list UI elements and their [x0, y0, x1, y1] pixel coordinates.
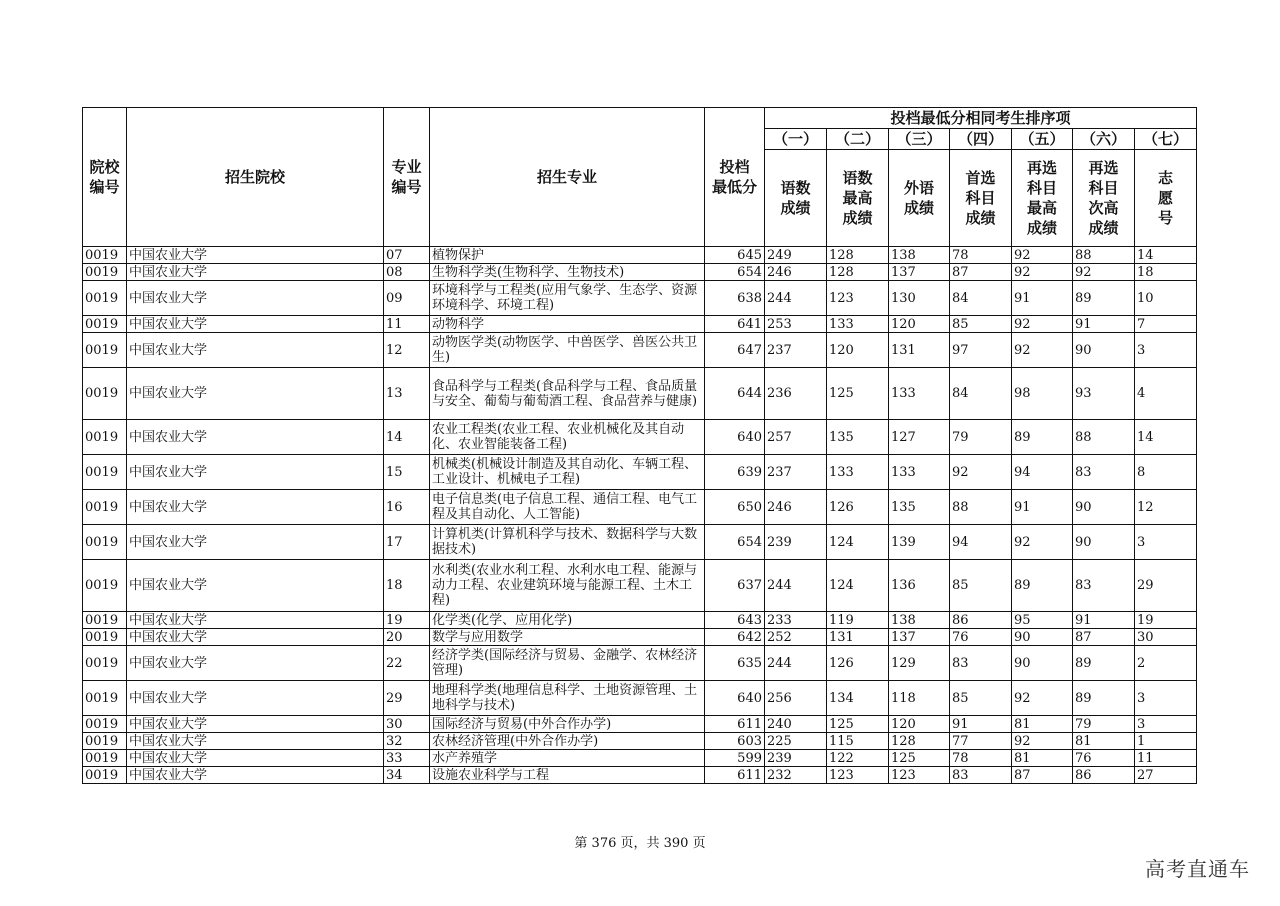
tiebreak-cell-7: 18 [1135, 264, 1197, 281]
tiebreak-cell-6: 83 [1073, 455, 1135, 490]
major-name-cell: 水利类(农业水利工程、水利水电工程、能源与动力工程、农业建筑环境与能源工程、土木工程) [430, 560, 705, 612]
tiebreak-cell-3: 138 [889, 612, 950, 629]
college-name-cell: 中国农业大学 [127, 490, 384, 525]
tiebreak-cell-1: 244 [765, 560, 827, 612]
tiebreak-item-2: 语数 最高 成绩 [827, 150, 889, 247]
tiebreak-cell-2: 115 [827, 733, 889, 750]
page-footer: 第 376 页，共 390 页 [574, 836, 706, 851]
tiebreak-cell-2: 126 [827, 646, 889, 681]
major-name-cell: 农业工程类(农业工程、农业机械化及其自动化、农业智能装备工程) [430, 420, 705, 455]
major-code-cell: 19 [384, 612, 430, 629]
tiebreak-cell-5: 92 [1012, 333, 1073, 368]
tiebreak-cell-2: 133 [827, 316, 889, 333]
tiebreak-cell-2: 122 [827, 750, 889, 767]
table-row [83, 368, 1197, 420]
tiebreak-cell-1: 249 [765, 247, 827, 264]
tiebreak-cell-5: 90 [1012, 646, 1073, 681]
tiebreak-cell-3: 135 [889, 490, 950, 525]
tiebreak-item-3: 外语 成绩 [889, 150, 950, 247]
college-code-cell: 0019 [83, 750, 127, 767]
tiebreak-cell-7: 7 [1135, 316, 1197, 333]
tiebreak-cell-4: 85 [950, 316, 1012, 333]
table-row [83, 716, 1197, 733]
min-score-cell: 650 [705, 490, 765, 525]
tiebreak-cell-3: 133 [889, 368, 950, 420]
tiebreak-cell-5: 92 [1012, 316, 1073, 333]
tiebreak-cell-2: 120 [827, 333, 889, 368]
watermark-text: 高考直通车 [1145, 857, 1250, 881]
major-name-cell: 水产养殖学 [430, 750, 705, 767]
college-name-cell: 中国农业大学 [127, 333, 384, 368]
tiebreak-group-header: 投档最低分相同考生排序项 [765, 108, 1197, 129]
tiebreak-number-2: （二） [827, 129, 889, 150]
tiebreak-cell-6: 90 [1073, 333, 1135, 368]
tiebreak-number-3: （三） [889, 129, 950, 150]
major-code-cell: 13 [384, 368, 430, 420]
tiebreak-cell-6: 83 [1073, 560, 1135, 612]
tiebreak-cell-2: 124 [827, 560, 889, 612]
table-row [83, 612, 1197, 629]
tiebreak-cell-7: 27 [1135, 767, 1197, 784]
tiebreak-cell-6: 90 [1073, 525, 1135, 560]
tiebreak-cell-2: 119 [827, 612, 889, 629]
tiebreak-cell-7: 1 [1135, 733, 1197, 750]
tiebreak-cell-3: 127 [889, 420, 950, 455]
tiebreak-cell-2: 124 [827, 525, 889, 560]
college-name-cell: 中国农业大学 [127, 681, 384, 716]
table-row [83, 420, 1197, 455]
tiebreak-cell-6: 86 [1073, 767, 1135, 784]
tiebreak-cell-5: 91 [1012, 281, 1073, 316]
major-name-cell: 农林经济管理(中外合作办学) [430, 733, 705, 750]
tiebreak-cell-1: 257 [765, 420, 827, 455]
tiebreak-cell-3: 125 [889, 750, 950, 767]
tiebreak-cell-6: 81 [1073, 733, 1135, 750]
tiebreak-cell-4: 97 [950, 333, 1012, 368]
college-name-cell: 中国农业大学 [127, 750, 384, 767]
tiebreak-cell-4: 88 [950, 490, 1012, 525]
major-name-cell: 环境科学与工程类(应用气象学、生态学、资源环境科学、环境工程) [430, 281, 705, 316]
tiebreak-cell-5: 92 [1012, 681, 1073, 716]
tiebreak-cell-3: 131 [889, 333, 950, 368]
tiebreak-item-6: 再选 科目 次高 成绩 [1073, 150, 1135, 247]
major-name-cell: 动物科学 [430, 316, 705, 333]
tiebreak-cell-1: 244 [765, 646, 827, 681]
major-name-cell: 动物医学类(动物医学、中兽医学、兽医公共卫生) [430, 333, 705, 368]
tiebreak-cell-1: 233 [765, 612, 827, 629]
tiebreak-cell-7: 4 [1135, 368, 1197, 420]
tiebreak-cell-3: 133 [889, 455, 950, 490]
tiebreak-cell-5: 95 [1012, 612, 1073, 629]
tiebreak-cell-1: 244 [765, 281, 827, 316]
major-name-cell: 国际经济与贸易(中外合作办学) [430, 716, 705, 733]
min-score-cell: 611 [705, 716, 765, 733]
min-score-cell: 647 [705, 333, 765, 368]
tiebreak-cell-7: 29 [1135, 560, 1197, 612]
tiebreak-cell-5: 91 [1012, 490, 1073, 525]
major-code-cell: 16 [384, 490, 430, 525]
tiebreak-cell-1: 256 [765, 681, 827, 716]
tiebreak-cell-5: 92 [1012, 733, 1073, 750]
major-name-cell: 电子信息类(电子信息工程、通信工程、电气工程及其自动化、人工智能) [430, 490, 705, 525]
table-row [83, 281, 1197, 316]
college-code-header: 院校 编号 [83, 108, 127, 247]
college-name-cell: 中国农业大学 [127, 646, 384, 681]
major-code-cell: 07 [384, 247, 430, 264]
tiebreak-cell-6: 89 [1073, 281, 1135, 316]
tiebreak-cell-2: 133 [827, 455, 889, 490]
table-row [83, 629, 1197, 646]
admission-table [82, 107, 1197, 784]
tiebreak-cell-7: 3 [1135, 681, 1197, 716]
tiebreak-cell-1: 232 [765, 767, 827, 784]
tiebreak-cell-3: 137 [889, 264, 950, 281]
tiebreak-cell-7: 2 [1135, 646, 1197, 681]
tiebreak-cell-3: 123 [889, 767, 950, 784]
college-code-cell: 0019 [83, 629, 127, 646]
tiebreak-cell-1: 236 [765, 368, 827, 420]
table-row [83, 767, 1197, 784]
tiebreak-cell-1: 225 [765, 733, 827, 750]
college-code-cell: 0019 [83, 646, 127, 681]
tiebreak-cell-5: 98 [1012, 368, 1073, 420]
major-name-cell: 经济学类(国际经济与贸易、金融学、农林经济管理) [430, 646, 705, 681]
major-name-cell: 植物保护 [430, 247, 705, 264]
tiebreak-cell-2: 128 [827, 247, 889, 264]
tiebreak-cell-4: 86 [950, 612, 1012, 629]
tiebreak-cell-3: 120 [889, 716, 950, 733]
tiebreak-cell-3: 128 [889, 733, 950, 750]
college-name-header: 招生院校 [127, 108, 384, 247]
min-score-cell: 645 [705, 247, 765, 264]
college-name-cell: 中国农业大学 [127, 716, 384, 733]
college-name-cell: 中国农业大学 [127, 368, 384, 420]
tiebreak-cell-5: 94 [1012, 455, 1073, 490]
tiebreak-cell-6: 93 [1073, 368, 1135, 420]
college-code-cell: 0019 [83, 767, 127, 784]
tiebreak-cell-4: 87 [950, 264, 1012, 281]
major-code-cell: 18 [384, 560, 430, 612]
tiebreak-cell-5: 87 [1012, 767, 1073, 784]
min-score-cell: 611 [705, 767, 765, 784]
tiebreak-cell-6: 88 [1073, 247, 1135, 264]
tiebreak-cell-2: 123 [827, 767, 889, 784]
min-score-cell: 642 [705, 629, 765, 646]
tiebreak-cell-1: 246 [765, 264, 827, 281]
tiebreak-cell-1: 246 [765, 490, 827, 525]
college-name-cell: 中国农业大学 [127, 733, 384, 750]
major-code-cell: 09 [384, 281, 430, 316]
min-score-cell: 644 [705, 368, 765, 420]
tiebreak-cell-4: 84 [950, 281, 1012, 316]
tiebreak-cell-2: 131 [827, 629, 889, 646]
tiebreak-cell-3: 120 [889, 316, 950, 333]
tiebreak-cell-4: 94 [950, 525, 1012, 560]
table-row [83, 681, 1197, 716]
tiebreak-cell-1: 237 [765, 333, 827, 368]
college-name-cell: 中国农业大学 [127, 560, 384, 612]
tiebreak-cell-6: 79 [1073, 716, 1135, 733]
major-code-cell: 14 [384, 420, 430, 455]
table-row [83, 560, 1197, 612]
tiebreak-cell-6: 87 [1073, 629, 1135, 646]
college-code-cell: 0019 [83, 264, 127, 281]
tiebreak-cell-6: 91 [1073, 316, 1135, 333]
tiebreak-number-1: （一） [765, 129, 827, 150]
major-code-cell: 08 [384, 264, 430, 281]
college-name-cell: 中国农业大学 [127, 767, 384, 784]
tiebreak-cell-7: 12 [1135, 490, 1197, 525]
major-name-cell: 生物科学类(生物科学、生物技术) [430, 264, 705, 281]
college-code-cell: 0019 [83, 420, 127, 455]
tiebreak-cell-2: 134 [827, 681, 889, 716]
tiebreak-cell-3: 118 [889, 681, 950, 716]
major-code-cell: 30 [384, 716, 430, 733]
tiebreak-cell-6: 91 [1073, 612, 1135, 629]
tiebreak-cell-2: 126 [827, 490, 889, 525]
college-code-cell: 0019 [83, 490, 127, 525]
tiebreak-number-6: （六） [1073, 129, 1135, 150]
table-row [83, 264, 1197, 281]
min-score-cell: 640 [705, 681, 765, 716]
tiebreak-cell-2: 125 [827, 716, 889, 733]
college-name-cell: 中国农业大学 [127, 420, 384, 455]
major-code-header: 专业 编号 [384, 108, 430, 247]
tiebreak-cell-3: 139 [889, 525, 950, 560]
college-code-cell: 0019 [83, 333, 127, 368]
college-code-cell: 0019 [83, 525, 127, 560]
tiebreak-cell-4: 92 [950, 455, 1012, 490]
tiebreak-number-5: （五） [1012, 129, 1073, 150]
tiebreak-cell-1: 239 [765, 750, 827, 767]
tiebreak-cell-4: 83 [950, 646, 1012, 681]
table-row [83, 525, 1197, 560]
tiebreak-cell-4: 78 [950, 750, 1012, 767]
college-name-cell: 中国农业大学 [127, 281, 384, 316]
tiebreak-cell-2: 128 [827, 264, 889, 281]
tiebreak-cell-1: 253 [765, 316, 827, 333]
college-code-cell: 0019 [83, 612, 127, 629]
min-score-cell: 654 [705, 264, 765, 281]
college-code-cell: 0019 [83, 281, 127, 316]
college-code-cell: 0019 [83, 681, 127, 716]
min-score-cell: 637 [705, 560, 765, 612]
major-name-cell: 设施农业科学与工程 [430, 767, 705, 784]
tiebreak-cell-2: 125 [827, 368, 889, 420]
min-score-cell: 654 [705, 525, 765, 560]
major-code-cell: 20 [384, 629, 430, 646]
major-name-cell: 计算机类(计算机科学与技术、数据科学与大数据技术) [430, 525, 705, 560]
tiebreak-cell-4: 77 [950, 733, 1012, 750]
college-code-cell: 0019 [83, 247, 127, 264]
tiebreak-cell-7: 14 [1135, 247, 1197, 264]
tiebreak-cell-7: 14 [1135, 420, 1197, 455]
tiebreak-cell-1: 240 [765, 716, 827, 733]
tiebreak-item-5: 再选 科目 最高 成绩 [1012, 150, 1073, 247]
college-code-cell: 0019 [83, 733, 127, 750]
tiebreak-cell-5: 92 [1012, 264, 1073, 281]
major-name-cell: 食品科学与工程类(食品科学与工程、食品质量与安全、葡萄与葡萄酒工程、食品营养与健康) [430, 368, 705, 420]
tiebreak-cell-5: 89 [1012, 560, 1073, 612]
tiebreak-cell-3: 129 [889, 646, 950, 681]
college-name-cell: 中国农业大学 [127, 612, 384, 629]
tiebreak-cell-5: 81 [1012, 716, 1073, 733]
min-score-cell: 603 [705, 733, 765, 750]
major-name-header: 招生专业 [430, 108, 705, 247]
major-code-cell: 29 [384, 681, 430, 716]
major-name-cell: 数学与应用数学 [430, 629, 705, 646]
college-code-cell: 0019 [83, 368, 127, 420]
tiebreak-cell-3: 138 [889, 247, 950, 264]
table-row [83, 733, 1197, 750]
table-row [83, 455, 1197, 490]
table-row [83, 750, 1197, 767]
tiebreak-cell-6: 89 [1073, 646, 1135, 681]
table-row [83, 490, 1197, 525]
college-code-cell: 0019 [83, 316, 127, 333]
tiebreak-cell-6: 90 [1073, 490, 1135, 525]
major-code-cell: 32 [384, 733, 430, 750]
table-row [83, 316, 1197, 333]
tiebreak-number-4: （四） [950, 129, 1012, 150]
college-name-cell: 中国农业大学 [127, 316, 384, 333]
min-score-cell: 641 [705, 316, 765, 333]
major-code-cell: 17 [384, 525, 430, 560]
tiebreak-cell-4: 76 [950, 629, 1012, 646]
college-name-cell: 中国农业大学 [127, 264, 384, 281]
tiebreak-cell-4: 78 [950, 247, 1012, 264]
tiebreak-cell-7: 10 [1135, 281, 1197, 316]
tiebreak-cell-5: 92 [1012, 525, 1073, 560]
college-name-cell: 中国农业大学 [127, 455, 384, 490]
tiebreak-cell-2: 135 [827, 420, 889, 455]
tiebreak-cell-7: 11 [1135, 750, 1197, 767]
tiebreak-cell-5: 92 [1012, 247, 1073, 264]
table-body [83, 247, 1197, 784]
tiebreak-item-4: 首选 科目 成绩 [950, 150, 1012, 247]
min-score-cell: 638 [705, 281, 765, 316]
tiebreak-cell-1: 237 [765, 455, 827, 490]
tiebreak-cell-4: 79 [950, 420, 1012, 455]
major-code-cell: 15 [384, 455, 430, 490]
tiebreak-item-1: 语数 成绩 [765, 150, 827, 247]
tiebreak-cell-4: 85 [950, 560, 1012, 612]
major-name-cell: 机械类(机械设计制造及其自动化、车辆工程、工业设计、机械电子工程) [430, 455, 705, 490]
tiebreak-cell-7: 30 [1135, 629, 1197, 646]
major-name-cell: 地理科学类(地理信息科学、土地资源管理、土地科学与技术) [430, 681, 705, 716]
tiebreak-number-7: （七） [1135, 129, 1197, 150]
tiebreak-cell-6: 89 [1073, 681, 1135, 716]
tiebreak-cell-3: 130 [889, 281, 950, 316]
tiebreak-cell-5: 89 [1012, 420, 1073, 455]
major-code-cell: 11 [384, 316, 430, 333]
college-name-cell: 中国农业大学 [127, 629, 384, 646]
tiebreak-item-7: 志 愿 号 [1135, 150, 1197, 247]
college-name-cell: 中国农业大学 [127, 247, 384, 264]
college-code-cell: 0019 [83, 716, 127, 733]
tiebreak-cell-4: 83 [950, 767, 1012, 784]
tiebreak-cell-4: 85 [950, 681, 1012, 716]
tiebreak-cell-6: 92 [1073, 264, 1135, 281]
tiebreak-cell-6: 88 [1073, 420, 1135, 455]
major-code-cell: 33 [384, 750, 430, 767]
tiebreak-cell-5: 81 [1012, 750, 1073, 767]
major-code-cell: 12 [384, 333, 430, 368]
tiebreak-cell-4: 84 [950, 368, 1012, 420]
tiebreak-cell-4: 91 [950, 716, 1012, 733]
tiebreak-cell-3: 136 [889, 560, 950, 612]
tiebreak-cell-6: 76 [1073, 750, 1135, 767]
tiebreak-cell-3: 137 [889, 629, 950, 646]
table-row [83, 646, 1197, 681]
major-code-cell: 34 [384, 767, 430, 784]
min-score-header: 投档 最低分 [705, 108, 765, 247]
min-score-cell: 599 [705, 750, 765, 767]
table-row [83, 247, 1197, 264]
tiebreak-cell-7: 3 [1135, 333, 1197, 368]
min-score-cell: 635 [705, 646, 765, 681]
major-name-cell: 化学类(化学、应用化学) [430, 612, 705, 629]
college-code-cell: 0019 [83, 455, 127, 490]
tiebreak-cell-7: 8 [1135, 455, 1197, 490]
tiebreak-cell-1: 252 [765, 629, 827, 646]
tiebreak-cell-5: 90 [1012, 629, 1073, 646]
major-code-cell: 22 [384, 646, 430, 681]
tiebreak-cell-7: 3 [1135, 525, 1197, 560]
min-score-cell: 639 [705, 455, 765, 490]
min-score-cell: 640 [705, 420, 765, 455]
min-score-cell: 643 [705, 612, 765, 629]
tiebreak-cell-2: 123 [827, 281, 889, 316]
tiebreak-cell-1: 239 [765, 525, 827, 560]
college-name-cell: 中国农业大学 [127, 525, 384, 560]
tiebreak-cell-7: 19 [1135, 612, 1197, 629]
table-row [83, 333, 1197, 368]
college-code-cell: 0019 [83, 560, 127, 612]
tiebreak-cell-7: 3 [1135, 716, 1197, 733]
